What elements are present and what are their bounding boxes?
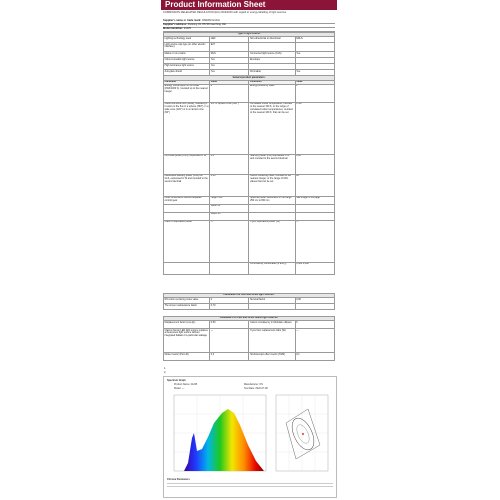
table-cell: [249, 304, 295, 310]
table-cell: Non-directional or directional: [249, 37, 295, 43]
table-row: [164, 263, 335, 275]
table-cell: NDLS: [295, 37, 334, 43]
table-cell: Yes: [295, 52, 334, 58]
table-cell: F: [295, 85, 334, 103]
table-cell: 0,3: [210, 353, 249, 361]
table-cell: —: [210, 329, 249, 353]
table-cell: Spectral power distribution in the range 250 nm to 800 nm: [249, 197, 295, 205]
footnote-1: 1.: [164, 367, 167, 370]
table-row: [164, 103, 335, 155]
table-cell: Chromaticity coordinates (x and y): [249, 263, 295, 275]
regulation-text: COMMISSION DELEGATED REGULATION (EU) 2019/2015 with regard to energy labelling of light sources: [163, 11, 287, 14]
table-row: [164, 353, 335, 361]
table-cell: Width 60: [210, 205, 249, 213]
table-cell: 6: [295, 321, 334, 329]
table-row: [164, 175, 335, 197]
table-cell: Claim of equivalent power: [164, 221, 210, 263]
table-cell: [210, 263, 249, 275]
supplier-address-row: Supplier's address: Parkring 33, 85748 Garching, DE: [163, 23, 335, 28]
spectrum-title: Spectrum Graph: [167, 379, 186, 382]
spectrum-meta-1: Product Name: 21225: [174, 383, 198, 386]
table-cell: [249, 213, 295, 221]
table-cell: —: [295, 221, 334, 263]
table-cell: Dimmable: [249, 70, 295, 76]
table-cell: R9 colour rendering index value: [164, 298, 210, 304]
table-cell: Energy efficiency class: [249, 85, 295, 103]
table-cell: On-mode power (Pon), expressed in W: [164, 155, 210, 175]
table-row: [164, 321, 335, 329]
table-cell: Yes: [210, 64, 249, 70]
footnote-2: 2.: [164, 371, 167, 374]
table-cell: Colour-tuneable light source: [164, 58, 210, 64]
table-cell: Lighting technology used: [164, 37, 210, 43]
table-cell: LED: [210, 37, 249, 43]
table-cell: 0,00: [295, 155, 334, 175]
section-heading: Parameters for LED and OLED light sources:: [164, 294, 335, 298]
model-identifier-row: Model identifier: 21225: [163, 27, 335, 32]
table-cell: [164, 205, 210, 213]
section-heading: Parameters for LED and OLED mains light sources:: [164, 317, 335, 321]
table-cell: 0,460 0,408: [295, 263, 334, 275]
table-cell: Useful luminous flux (Φuse), indicating if it refers to the flux in a sphere (360°), in a wide cone (120°) or in a narrow cone (90°): [164, 103, 210, 155]
table-cell: —: [295, 329, 334, 353]
table-cell: Yes: [295, 70, 334, 76]
page-title: Product Information Sheet: [165, 0, 266, 9]
table-cell: 80: [295, 175, 334, 197]
table-cell: High luminance light source: [164, 64, 210, 70]
table-row: [164, 85, 335, 103]
table-cell: Networked standby power (Pnet) for CLS, expressed in W and rounded to the second decimal: [164, 175, 210, 197]
table-cell: [164, 213, 210, 221]
table-cell: Anti-glare shield: [164, 70, 210, 76]
table-cell: Height 126: [210, 197, 249, 205]
table-row: [164, 213, 335, 221]
table-cell: 0,90: [295, 298, 334, 304]
chromaticity-ellipse-chart: [274, 393, 330, 475]
table-cell: 0,70: [210, 304, 249, 310]
table-cell: See image in full page: [295, 197, 334, 205]
table-cell: Value: [210, 80, 249, 84]
table-cell: Yes: [210, 58, 249, 64]
spectral-distribution-image: [163, 376, 337, 498]
table-row: [164, 205, 335, 213]
table-cell: [249, 43, 295, 52]
table-cell: Energy consumption in on-mode (kWh/1000 h), rounded up to the nearest integer: [164, 85, 210, 103]
table-row: [164, 304, 335, 310]
table-cell: Survival factor: [249, 298, 295, 304]
table-cell: Depth 60: [210, 213, 249, 221]
table-cell: Standby power (Psb) expressed in W and rounded to the second decimal: [249, 155, 295, 175]
product-information-sheet: [161, 0, 337, 500]
section-heading: General product parameters:: [164, 76, 335, 80]
supplier-name-row: Supplier's name or trade mark: OSRAM GmbH: [163, 19, 335, 24]
table-cell: Parameter: [249, 80, 295, 84]
table-cell: 8: [210, 85, 249, 103]
table-cell: Displacement factor (cos φ1): [164, 321, 210, 329]
table-cell: [295, 304, 334, 310]
title-bar: [161, 0, 337, 10]
divider: [167, 486, 333, 487]
table-row: [164, 155, 335, 175]
table-cell: 0,50: [210, 321, 249, 329]
table-cell: 8,0: [210, 155, 249, 175]
table-cell: Claims that an LED light source replaces a fluorescent light source without integrated ballast of a particular wattage: [164, 329, 210, 353]
table-cell: Yes: [210, 70, 249, 76]
table-cell: —: [210, 221, 249, 263]
spectrum-footer: Chroma Parameters: [167, 478, 190, 481]
led-parameters-table: [163, 293, 335, 310]
spectrum-curve: [184, 409, 264, 471]
table-cell: [295, 43, 334, 52]
table-cell: Mains or non-mains: [164, 52, 210, 58]
table-row: [164, 197, 335, 205]
spectrum-graph: [170, 393, 270, 475]
table-cell: 647 in Sphere zone (360°): [210, 103, 249, 155]
table-cell: If yes, equivalent power (W): [249, 221, 295, 263]
table-cell: Value: [295, 80, 334, 84]
table-cell: Connected light source (CLS): [249, 52, 295, 58]
table-cell: [249, 205, 295, 213]
table-cell: [295, 205, 334, 213]
table-cell: MLS: [210, 52, 249, 58]
table-cell: Flicker metric (Pst LM): [164, 353, 210, 361]
table-cell: 0,00: [210, 175, 249, 197]
table-cell: 0,1: [295, 353, 334, 361]
table-cell: Colour consistency in McAdam ellipses: [249, 321, 295, 329]
table-cell: Stroboscopic effect metric (SVM): [249, 353, 295, 361]
mains-parameters-table: [163, 316, 335, 361]
table-row: [164, 43, 335, 52]
spectrum-meta-3: Model: —: [174, 387, 185, 390]
table-cell: The lumen maintenance factor: [164, 304, 210, 310]
spectrum-meta-2: Manufacturer: OS: [244, 383, 263, 386]
divider: [167, 483, 333, 484]
table-cell: 2700: [295, 103, 334, 155]
spectrum-meta-4: Test Date: 2022-07-08: [244, 387, 268, 390]
table-cell: Correlated colour temperature, rounded to the nearest 100 K, or the range of correlated colour temperatures, rounded to the nearest 100 K, that can be set: [249, 103, 295, 155]
table-cell: Light source cap-type (or other electric interface): [164, 43, 210, 52]
section-heading: Type of light source:: [164, 33, 335, 37]
table-cell: [295, 213, 334, 221]
parameters-table: [163, 32, 335, 275]
table-cell: If yes then replacement claim (W): [249, 329, 295, 353]
table-cell: Colour rendering index, rounded to the nearest integer, or the range of CRI-values that can be set: [249, 175, 295, 197]
table-row: [164, 221, 335, 263]
table-cell: Parameter: [164, 80, 210, 84]
table-cell: E27: [210, 43, 249, 52]
table-row: [164, 329, 335, 353]
table-cell: Envelope: [249, 58, 295, 64]
table-cell: Outer dimensions without separate control gear: [164, 197, 210, 205]
table-cell: [164, 263, 210, 275]
table-cell: 0: [210, 298, 249, 304]
